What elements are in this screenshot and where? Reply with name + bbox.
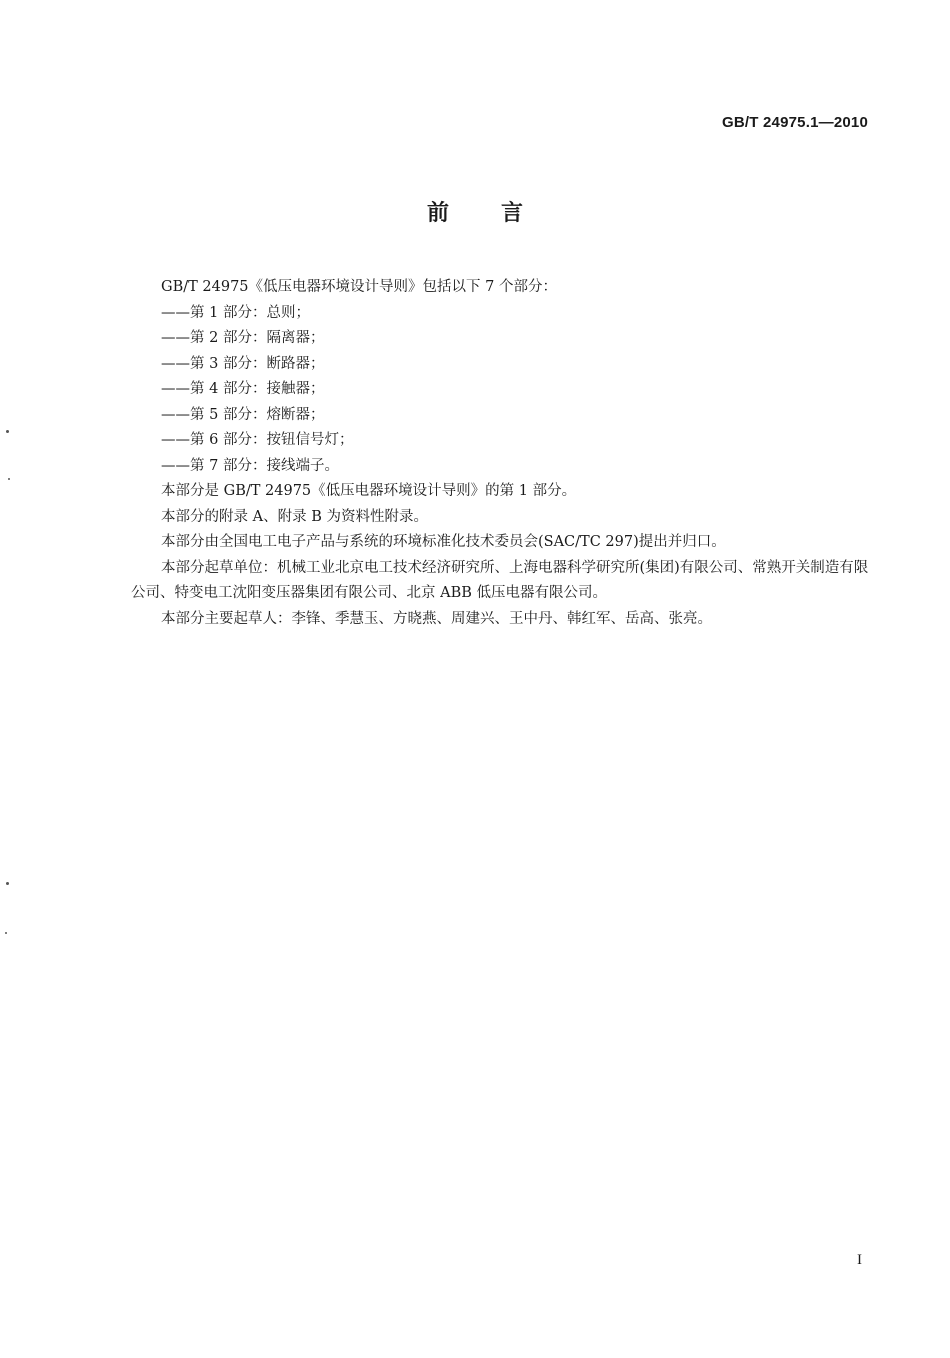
scan-speck [5,932,7,934]
foreword-body [131,275,876,632]
scan-speck [6,882,9,885]
paragraph: 本部分由全国电工电子产品与系统的环境标准化技术委员会(SAC/TC 297)提出并归口。 [161,534,726,550]
list-item: ——第 3 部分：断路器； [161,355,325,372]
list-item: ——第 2 部分：隔离器； [161,330,325,346]
list-item: ——第 5 部分：熔断器； [161,406,325,423]
paragraph: 本部分是 GB/T 24975《低压电器环境设计导则》的第 1 部分。 [161,483,577,499]
paragraph: 本部分主要起草人：李锋、季慧玉、方晓燕、周建兴、王中丹、韩红军、岳高、张亮。 [161,610,712,627]
list-item: ——第 4 部分：接触器； [161,381,325,397]
paragraph: 本部分的附录 A、附录 B 为资料性附录。 [161,508,428,525]
scan-speck [6,430,9,433]
page-title: 前言 [426,201,575,226]
page-number: I [857,1252,862,1268]
list-item: ——第 6 部分：按钮信号灯； [161,432,354,448]
list-item: ——第 1 部分：总则； [161,304,310,321]
paragraph: 本部分起草单位：机械工业北京电工技术经济研究所、上海电器科学研究所(集团)有限公司、常熟开关制造有限公司、特变电工沈阳变压器集团有限公司、北京 ABB 低压电器有限公司。 [131,559,869,601]
list-item: ——第 7 部分：接线端子。 [161,457,339,474]
scan-speck [8,478,10,480]
standard-number: GB/T 24975.1—2010 [722,114,868,131]
intro-paragraph: GB/T 24975《低压电器环境设计导则》包括以下 7 个部分： [161,279,557,295]
